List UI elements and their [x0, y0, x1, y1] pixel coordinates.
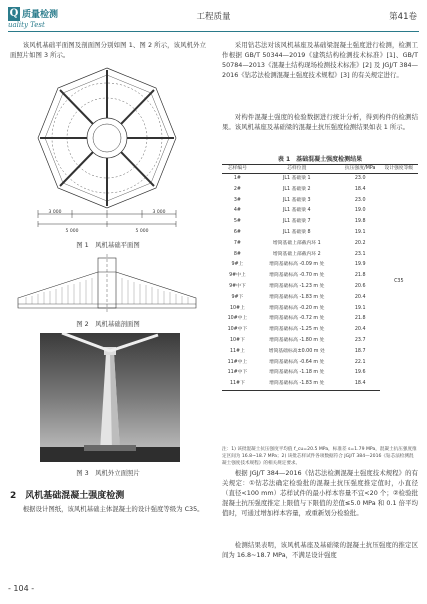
cell-sample-id: 11#中下	[227, 370, 248, 376]
table-row	[222, 174, 418, 185]
cell-sample-id: 1#	[233, 176, 241, 181]
fig3-photo	[40, 333, 180, 462]
header-rule	[8, 31, 419, 32]
standard-paragraph: 根据 JGJ/T 384—2016《钻芯法检测混凝土强度技术规程》的有关规定：①钻芯法确定检验批的混凝土抗压强度推定值时，小直径（直径<100 mm）芯样试件的最小样本容量不宜<20 个；②检验批混凝土抗压强度推定上限值与下限值的差值≤5.0 MPa 和 0.1 倍平均值时，可通过增加样本容量，或重新划分检验批。	[222, 469, 418, 517]
cell-sample-id: 10#中上	[227, 316, 248, 322]
cell-sample-location: 增筒基础标高 -1.25 m 处	[269, 327, 325, 333]
cell-design-grade: C35	[394, 278, 404, 284]
cell-sample-location: 增筒基础标高±0.00 m 处	[268, 348, 325, 354]
cell-strength: 20.4	[354, 294, 366, 300]
cell-sample-id: 9#上	[231, 262, 244, 268]
cell-sample-location: JL1 基础梁 2	[282, 186, 311, 192]
cell-strength: 23.0	[354, 176, 366, 181]
cell-sample-location: 增筒基础标高 -1.80 m 处	[269, 337, 325, 343]
cell-sample-location: 增筒基础标高 -1.23 m 处	[269, 283, 325, 289]
cell-sample-location: 增筒基础标高 -0.72 m 处	[269, 316, 325, 322]
fig1-dim-4: 5 000	[135, 229, 149, 234]
cell-sample-id: 9#中下	[229, 283, 246, 289]
cell-sample-id: 11#上	[229, 348, 245, 354]
cell-sample-location: 增筒基础标高 -0.64 m 处	[269, 359, 325, 365]
cell-sample-location: JL1 基础梁 4	[282, 208, 311, 214]
cell-sample-id: 11#下	[222, 379, 253, 390]
cell-sample-id: 6#	[233, 229, 241, 235]
col-header-strength: 抗压强度/MPa	[341, 165, 380, 174]
cell-sample-id: 10#中下	[227, 327, 248, 333]
col-header-sample-location: 芯样位置	[253, 165, 341, 174]
fig1-caption: 图 1 风机基础平面图	[76, 241, 140, 249]
cell-strength: 22.1	[354, 359, 366, 365]
cell-sample-location: 增筒基础上部截内环 2	[272, 251, 321, 257]
cell-sample-id: 9#下	[231, 294, 244, 300]
cell-sample-id: 4#	[233, 208, 241, 214]
table-header-row	[222, 165, 418, 174]
cell-strength: 21.8	[354, 273, 366, 279]
cell-sample-location: 增筒基础标高 -1.83 m 处	[253, 379, 341, 390]
cell-strength: 23.7	[354, 337, 366, 343]
cell-strength: 19.6	[354, 370, 366, 376]
cell-sample-location: 增筒基础标高 -1.18 m 处	[269, 370, 325, 376]
cell-sample-id: 3#	[233, 197, 241, 203]
section-category: 质量检测	[22, 10, 59, 20]
cell-sample-location: 增筒基础标高 -0.20 m 处	[269, 305, 325, 311]
fig1-dim-1: 3 000	[48, 210, 62, 215]
cell-sample-id: 11#中上	[227, 359, 248, 365]
cell-strength: 20.4	[354, 327, 366, 333]
cell-sample-location: 增筒基础标高 -0.09 m 处	[269, 262, 325, 268]
cell-sample-location: 增筒基础标高 -0.70 m 处	[269, 273, 325, 279]
cell-strength: 20.2	[354, 240, 366, 246]
cell-sample-location: 增筒基础标高 -1.83 m 处	[269, 294, 325, 300]
cell-sample-id: 7#	[233, 240, 241, 246]
section-2-title: 2 风机基础混凝土强度检测	[10, 491, 125, 501]
fig1-dim-2: 3 000	[152, 210, 166, 215]
col-header-design-grade: 设计强度等级	[380, 165, 418, 174]
cell-strength: 20.6	[354, 283, 366, 289]
cell-strength: 19.1	[354, 229, 366, 235]
cell-strength: 23.0	[354, 197, 366, 203]
fig2-caption: 图 2 风机基础剖面图	[76, 320, 140, 328]
table1	[222, 164, 418, 391]
cell-strength: 19.9	[354, 262, 366, 268]
table1-title: 表 1 基础混凝土强度检测结果	[277, 156, 363, 163]
intro-paragraph: 该风机基础平面图及剖面图分别如图 1、图 2 所示，该风机外立面照片如图 3 所示。	[10, 41, 206, 59]
cell-sample-location: 增筒基础上部截内环 1	[272, 240, 321, 246]
cell-strength: 18.7	[354, 348, 366, 354]
page-number: - 104 -	[8, 584, 35, 593]
cell-strength: 23.1	[354, 251, 366, 257]
cell-strength: 18.4	[354, 186, 366, 192]
cell-sample-id: 2#	[233, 186, 241, 192]
cell-strength: 21.8	[354, 316, 366, 322]
volume-label: 第41卷	[389, 12, 417, 22]
cell-strength: 19.1	[354, 305, 366, 311]
cell-strength: 19.0	[354, 208, 366, 214]
section-category-en: uality Test	[8, 21, 45, 29]
cell-sample-id: 5#	[233, 219, 241, 225]
table1-note: 注：1) 该批混凝土抗压强度平均值 f_cu=20.5 MPa，标准差 s=1.79 MPa，混凝土抗压强度推定区间为 16.8~18.7 MPa；2) 该批芯样试件各项数据符合 JGJ/T 384—2016《钻芯法检测混凝土强度技术规程》的相关规定要求。	[222, 447, 417, 466]
conclusion-paragraph: 检测结果表明，该风机基座及基础梁的混凝土抗压强度的推定区间为 16.8~18.7 MPa，不满足设计强度	[222, 541, 418, 559]
cell-strength: 19.8	[354, 219, 366, 225]
cell-sample-location: JL1 基础梁 8	[282, 229, 311, 235]
cell-sample-id: 8#	[233, 251, 241, 257]
cell-sample-location: JL1 基础梁 3	[282, 197, 311, 203]
fig3-caption: 图 3 风机外立面照片	[76, 469, 140, 477]
fig2-section-drawing	[14, 254, 204, 312]
method-paragraph: 采用钻芯法对该风机基座及基础梁混凝土强度进行检测，检测工作根据 GB/T 50344—2019《建筑结构检测技术标准》[1]、GB/T 50784—2013《混凝土结构现场检测技术标准》[2] 及 JGJ/T 384—2016《钻芯法检测混凝土强度技术规程》[3] 的有关规定进行。	[222, 41, 418, 79]
fig1-dim-3: 5 000	[65, 229, 79, 234]
cell-sample-id: 9#中上	[229, 273, 246, 279]
col-header-sample-id: 芯样编号	[222, 165, 253, 174]
journal-logo-letter: Q	[9, 8, 19, 19]
cell-sample-location: JL1 基础梁 1	[282, 176, 311, 181]
cell-sample-location: JL1 基础梁 7	[282, 219, 311, 225]
section-2-paragraph: 根据设计图纸，该风机基础主体混凝土的设计强度等级为 C35。	[22, 505, 204, 513]
cell-sample-id: 10#上	[229, 305, 245, 311]
cell-sample-id: 10#下	[229, 337, 245, 343]
journal-title: 工程质量	[196, 12, 231, 22]
cell-strength: 18.4	[341, 379, 380, 390]
analysis-paragraph: 对构件混凝土强度的检验数据进行统计分析，得到构件的检测结果。该风机基座及基础梁的混凝土抗压强度检测结果如表 1 所示。	[222, 113, 418, 131]
fig1-plan-drawing	[22, 64, 192, 236]
